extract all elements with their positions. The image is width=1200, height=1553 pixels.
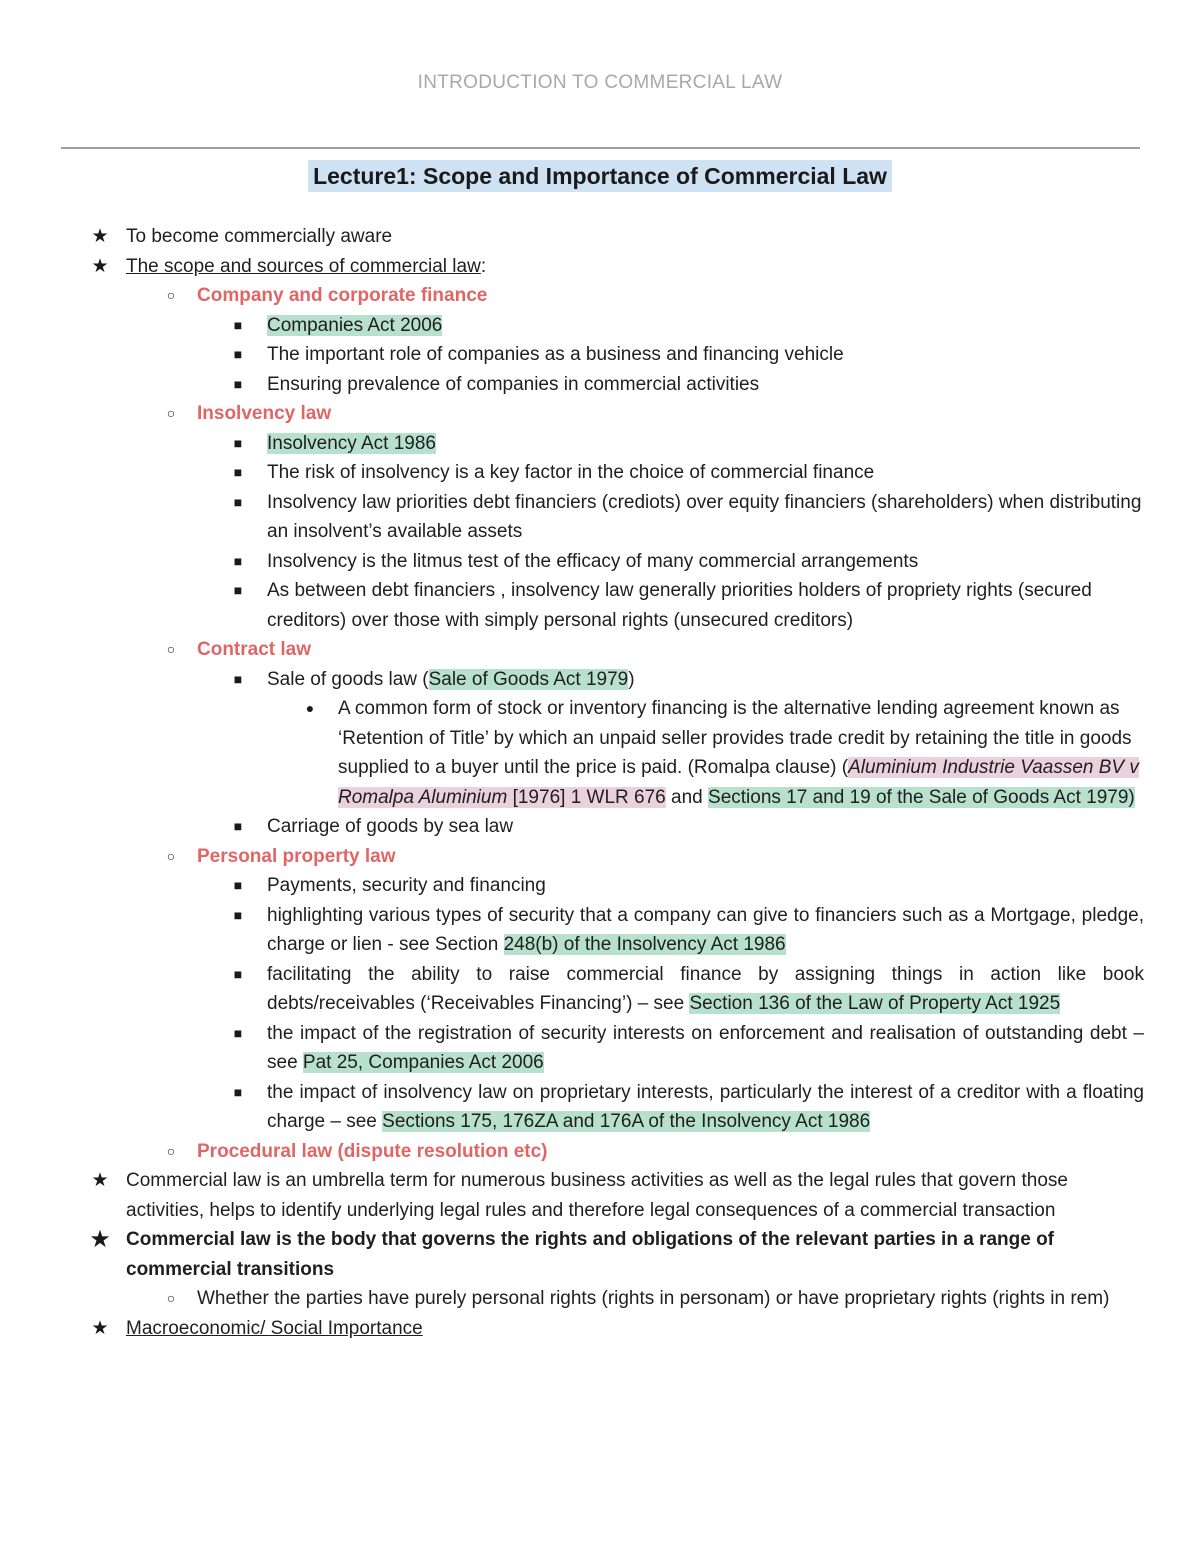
statute-highlight: Section 136 of the Law of Property Act 1925	[689, 993, 1061, 1014]
square-bullet-icon: ■	[233, 316, 243, 333]
list-item: ■ The important role of companies as a business and financing vehicle	[0, 340, 1200, 370]
list-item: ■ Insolvency law priorities debt financiers (crediots) over equity financiers (shareholders) when distributing an insolvent’s available assets	[0, 488, 1200, 547]
list-item: ■ highlighting various types of security that a company can give to financiers such as a Mortgage, pledge, charge or lien - see Section 248(b) of the Insolvency Act 1986	[0, 901, 1200, 960]
list-item	[0, 429, 1200, 459]
list-item: ■ the impact of insolvency law on proprietary interests, particularly the interest of a creditor with a floating charge – see Sections 175, 176ZA and 176A of the Insolvency Act 1986	[0, 1078, 1200, 1137]
list-item: ★ The scope and sources of commercial law:	[0, 252, 1200, 282]
statute-highlight: Sections 175, 176ZA and 176A of the Insolvency Act 1986	[382, 1111, 871, 1132]
square-bullet-icon: ■	[233, 877, 243, 893]
section-heading-contract: Contract law	[197, 639, 312, 660]
square-bullet-icon: ■	[233, 818, 243, 834]
star-bullet-icon: ★	[91, 1317, 109, 1339]
list-item: ■ As between debt financiers , insolvency law generally priorities holders of propriety rights (secured creditors) over those with simply personal rights (unsecured creditors)	[0, 576, 1200, 635]
open-circle-bullet-icon: ○	[166, 1290, 176, 1306]
star-bullet-icon: ★	[91, 1170, 109, 1191]
square-bullet-icon: ■	[233, 346, 243, 362]
open-circle-bullet-icon: ○	[166, 405, 176, 421]
square-bullet-icon: ■	[233, 670, 243, 687]
list-item: ■ Carriage of goods by sea law	[0, 812, 1200, 842]
list-item	[0, 311, 1200, 341]
statute-highlight: Insolvency Act 1986	[267, 432, 436, 454]
list-item: ■ Sale of goods law (Sale of Goods Act 1979)	[0, 665, 1200, 695]
scope-heading: The scope and sources of commercial law	[126, 255, 481, 277]
square-bullet-icon: ■	[233, 552, 243, 569]
statute-highlight: Sale of Goods Act 1979	[428, 668, 629, 690]
list-item	[0, 635, 1200, 665]
square-bullet-icon: ■	[233, 434, 243, 451]
list-item	[0, 1314, 1200, 1344]
star-bullet-icon: ★	[89, 1226, 111, 1253]
list-item: ■ the impact of the registration of security interests on enforcement and realisation of outstanding debt – see Pat 25, Companies Act 2006	[0, 1019, 1200, 1078]
list-item: ■ Ensuring prevalence of companies in commercial activities	[0, 370, 1200, 400]
list-item: ■ The risk of insolvency is a key factor in the choice of commercial finance	[0, 458, 1200, 488]
statute-highlight: 248(b) of the Insolvency Act 1986	[503, 934, 786, 955]
statute-highlight: Pat 25, Companies Act 2006	[302, 1052, 544, 1073]
star-bullet-icon: ★	[91, 255, 109, 277]
star-bullet-icon: ★	[91, 226, 109, 247]
page-header: INTRODUCTION TO COMMERCIAL LAW	[417, 72, 783, 93]
square-bullet-icon: ■	[233, 464, 243, 480]
list-item: ★ Commercial law is an umbrella term for numerous business activities as well as the legal rules that govern those activities, helps to identify underlying legal rules and therefore legal consequences of a commercial transaction	[0, 1166, 1200, 1225]
square-bullet-icon: ■	[233, 1024, 243, 1041]
list-item: ■ Insolvency is the litmus test of the efficacy of many commercial arrangements	[0, 547, 1200, 577]
key-definition: Commercial law is the body that governs the rights and obligations of the relevant parties in a range of commercial transitions	[126, 1229, 1055, 1280]
list-item	[0, 842, 1200, 872]
square-bullet-icon: ■	[233, 375, 243, 392]
statute-highlight: Sections 17 and 19 of the Sale of Goods Act 1979)	[708, 786, 1135, 808]
open-circle-bullet-icon: ○	[166, 641, 176, 657]
square-bullet-icon: ■	[233, 906, 243, 923]
header-divider	[61, 147, 1140, 149]
list-item: ● A common form of stock or inventory financing is the alternative lending agreement known as ‘Retention of Title’ by which an unpaid seller provides trade credit by retaining the title in goods supplied to a buyer until the price is paid. (Romalpa clause) (Aluminium Industrie Vaassen BV v Romalpa Aluminium [1976] 1 WLR 676 and Sections 17 and 19 of the Sale of Goods Act 1979)	[0, 694, 1200, 812]
list-item	[0, 281, 1200, 311]
dot-bullet-icon: ●	[305, 700, 315, 716]
section-heading-procedural: Procedural law (dispute resolution etc)	[197, 1140, 548, 1162]
list-item: ■ Payments, security and financing	[0, 871, 1200, 901]
section-heading-personal-property: Personal property law	[197, 845, 396, 867]
list-item	[0, 1225, 1200, 1284]
section-heading-insolvency: Insolvency law	[197, 403, 332, 424]
page-title: Lecture1: Scope and Importance of Commercial Law	[308, 160, 892, 192]
square-bullet-icon: ■	[233, 965, 243, 982]
list-item: ★ To become commercially aware	[0, 222, 1200, 252]
list-item	[0, 1137, 1200, 1167]
case-citation-highlight: Aluminium Industrie Vaassen BV v Romalpa Aluminium [1976] 1 WLR 676	[338, 757, 1139, 808]
list-item: ■ facilitating the ability to raise commercial finance by assigning things in action like book debts/receivables (‘Receivables Financing’) – see Section 136 of the Law of Property Act 1925	[0, 960, 1200, 1019]
lecture-notes	[0, 222, 1200, 1343]
statute-highlight: Companies Act 2006	[267, 314, 443, 336]
macroeconomic-heading: Macroeconomic/ Social Importance	[126, 1317, 423, 1339]
open-circle-bullet-icon: ○	[166, 287, 176, 303]
section-heading-company: Company and corporate finance	[197, 285, 488, 306]
square-bullet-icon: ■	[233, 582, 243, 598]
open-circle-bullet-icon: ○	[166, 847, 176, 864]
open-circle-bullet-icon: ○	[166, 1142, 176, 1159]
square-bullet-icon: ■	[233, 1083, 243, 1100]
list-item	[0, 399, 1200, 429]
list-item: ○ Whether the parties have purely personal rights (rights in personam) or have proprietary rights (rights in rem)	[0, 1284, 1200, 1314]
square-bullet-icon: ■	[233, 493, 243, 510]
